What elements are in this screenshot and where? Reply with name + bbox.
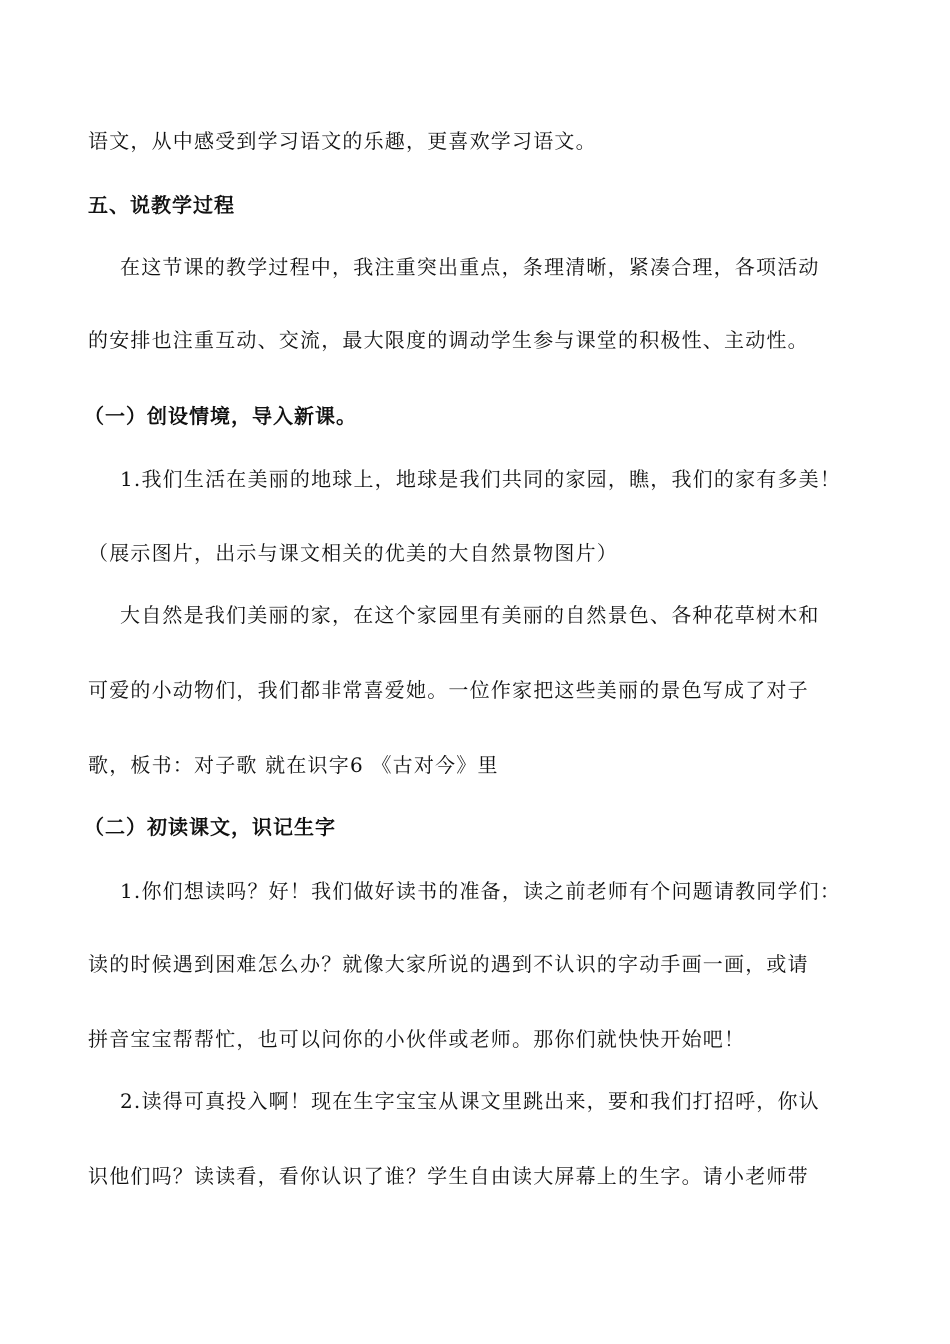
paragraph-line: 1.你们想读吗？好！我们做好读书的准备，读之前老师有个问题请教同学们： <box>120 879 842 903</box>
paragraph-line: 识他们吗？读读看，看你认识了谁？学生自由读大屏幕上的生字。请小老师带 <box>88 1164 809 1188</box>
section-heading: 五、说教学过程 <box>88 193 235 217</box>
subsection-heading: （一）创设情境，导入新课。 <box>84 404 357 428</box>
paragraph-line: 大自然是我们美丽的家，在这个家园里有美丽的自然景色、各种花草树木和 <box>120 603 820 627</box>
subsection-heading: （二）初读课文，识记生字 <box>84 815 336 839</box>
paragraph-line: 在这节课的教学过程中，我注重突出重点，条理清晰，紧凑合理，各项活动 <box>120 255 820 279</box>
paragraph-line: 可爱的小动物们，我们都非常喜爱她。一位作家把这些美丽的景色写成了对子 <box>88 678 809 702</box>
paragraph-line: 拼音宝宝帮帮忙，也可以问你的小伙伴或老师。那你们就快快开始吧！ <box>88 1027 746 1051</box>
paragraph-line: 语文，从中感受到学习语文的乐趣，更喜欢学习语文。 <box>88 129 597 153</box>
paragraph-line: 2.读得可真投入啊！现在生字宝宝从课文里跳出来，要和我们打招呼，你认 <box>120 1089 820 1113</box>
paragraph-line: 1.我们生活在美丽的地球上，地球是我们共同的家园，瞧，我们的家有多美！ <box>120 467 842 491</box>
paragraph-line: 歌，板书：对子歌 就在识字6 《古对今》里 <box>88 753 499 777</box>
paragraph-line: （展示图片，出示与课文相关的优美的大自然景物图片） <box>88 541 618 565</box>
paragraph-line: 读的时候遇到困难怎么办？就像大家所说的遇到不认识的字动手画一画，或请 <box>88 952 809 976</box>
paragraph-line: 的安排也注重互动、交流，最大限度的调动学生参与课堂的积极性、主动性。 <box>88 328 809 352</box>
